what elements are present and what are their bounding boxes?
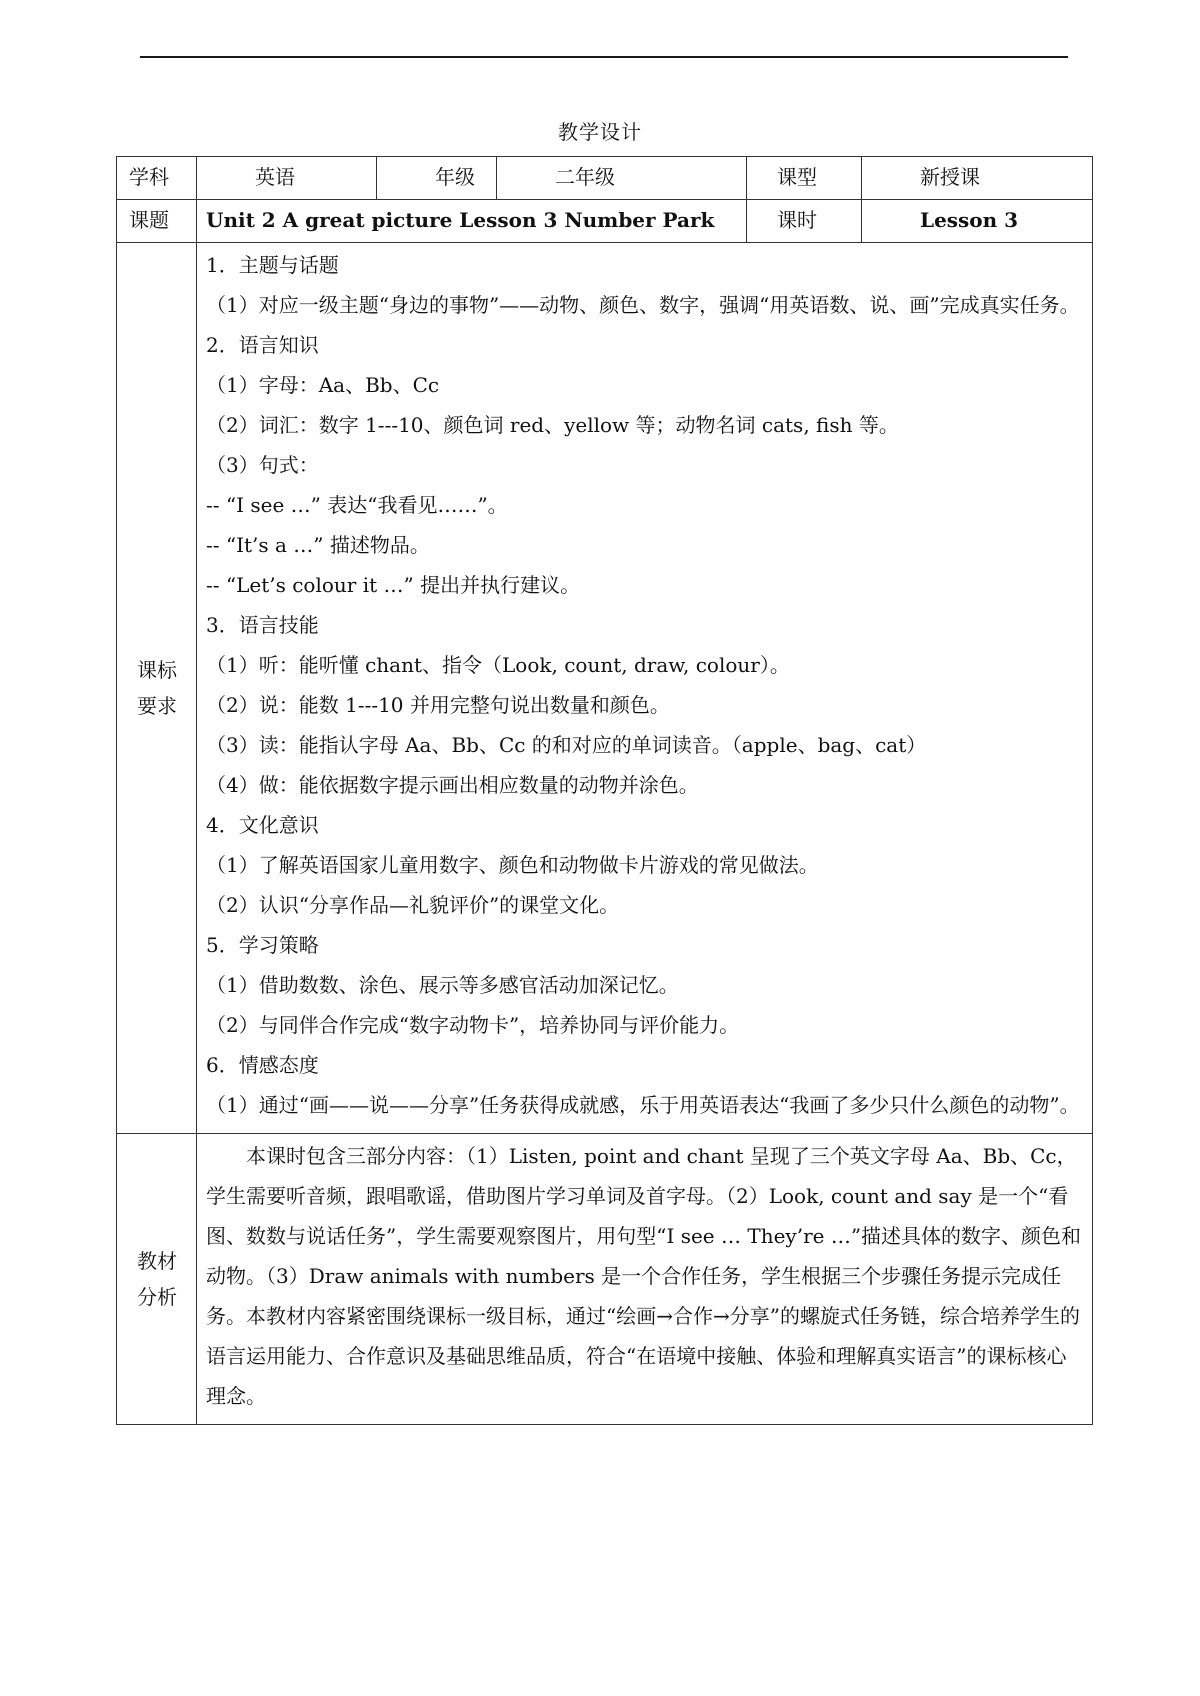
standards-line: （1）通过“画——说——分享”任务获得成就感，乐于用英语表达“我画了多少只什么颜色的动物”。 [206,1093,1080,1117]
standards-content [197,243,1093,1134]
standards-line: （4）做：能依据数字提示画出相应数量的动物并涂色。 [206,773,699,797]
analysis-label [117,1134,197,1425]
period-label: 课时 [747,200,862,243]
standards-line: -- “I see …” 表达“我看见……”。 [206,493,508,517]
standards-line: -- “Let’s colour it …” 提出并执行建议。 [206,573,581,597]
standards-line: （1）对应一级主题“身边的事物”——动物、颜色、数字，强调“用英语数、说、画”完成真实任务。 [206,293,1080,317]
standards-line: 1．主题与话题 [206,253,339,277]
period-value: Lesson 3 [862,200,1093,243]
subject-label: 学科 [117,157,197,200]
header-rule [140,56,1068,58]
type-value: 新授课 [862,157,1093,200]
standards-line: （1）借助数数、涂色、展示等多感官活动加深记忆。 [206,973,679,997]
standards-line: 6．情感态度 [206,1053,319,1077]
standards-line: （2）说：能数 1---10 并用完整句说出数量和颜色。 [206,693,670,717]
standards-line: （2）认识“分享作品—礼貌评价”的课堂文化。 [206,893,620,917]
type-label: 课型 [747,157,862,200]
standards-label-line-1: 课标 [137,658,177,682]
standards-line: （2）词汇：数字 1---10、颜色词 red、yellow 等；动物名词 cats, fish 等。 [206,413,899,437]
standards-line: （2）与同伴合作完成“数字动物卡”，培养协同与评价能力。 [206,1013,740,1037]
header-row-1 [117,157,1093,200]
standards-line: 3．语言技能 [206,613,319,637]
grade-label: 年级 [377,157,497,200]
header-row-2 [117,200,1093,243]
standards-line: 5．学习策略 [206,933,319,957]
standards-line: （1）字母：Aa、Bb、Cc [206,373,440,397]
topic-value: Unit 2 A great picture Lesson 3 Number Park [197,200,747,243]
standards-label [117,243,197,1134]
standards-line: 4．文化意识 [206,813,319,837]
standards-line: （1）了解英语国家儿童用数字、颜色和动物做卡片游戏的常见做法。 [206,853,819,877]
analysis-content [197,1134,1093,1425]
subject-value: 英语 [197,157,377,200]
grade-value: 二年级 [497,157,747,200]
lesson-plan-table [116,156,1093,1425]
analysis-label-line-1: 教材 [137,1249,177,1273]
standards-line: 2．语言知识 [206,333,319,357]
standards-line: （3）读：能指认字母 Aa、Bb、Cc 的和对应的单词读音。（apple、bag、cat） [206,733,927,757]
standards-row [117,243,1093,1134]
document-title: 教学设计 [558,120,642,144]
analysis-row [117,1134,1093,1425]
standards-line: （1）听：能听懂 chant、指令（Look, count, draw, colour）。 [206,653,790,677]
topic-label: 课题 [117,200,197,243]
standards-label-line-2: 要求 [137,694,177,718]
analysis-label-line-2: 分析 [137,1285,177,1309]
standards-line: （3）句式： [206,453,319,477]
analysis-paragraph: 本课时包含三部分内容：（1）Listen, point and chant 呈现了三个英文字母 Aa、Bb、Cc，学生需要听音频，跟唱歌谣，借助图片学习单词及首字母。（2）Look, count and say 是一个“看图、数数与说话任务”，学生需要观察图片，用句型“I see … They’re …”描述具体的数字、颜色和动物。（3）Draw animals with numbers 是一个合作任务，学生根据三个步骤任务提示完成任务。本教材内容紧密围绕课标一级目标，通过“绘画→合作→分享”的螺旋式任务链，综合培养学生的语言运用能力、合作意识及基础思维品质，符合“在语境中接触、体验和理解真实语言”的课标核心理念。 [206,1144,1082,1408]
standards-line: -- “It’s a …” 描述物品。 [206,533,430,557]
